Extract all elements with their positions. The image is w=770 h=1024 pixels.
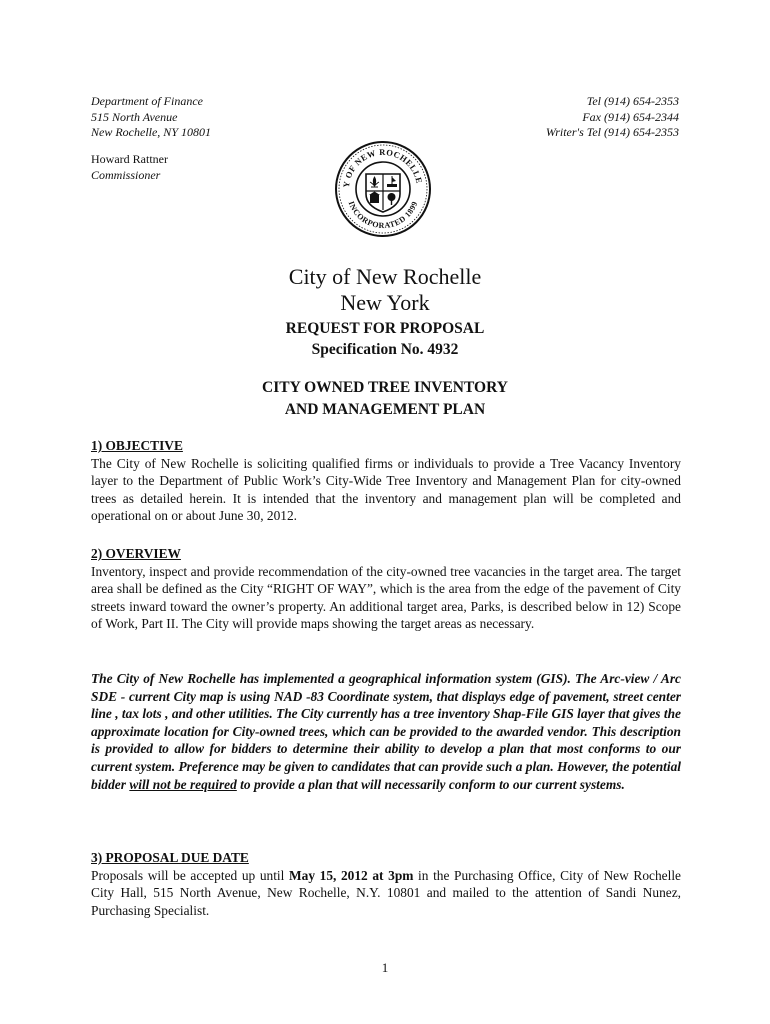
project-title-line2: AND MANAGEMENT PLAN <box>284 401 486 418</box>
due-date-text-before: Proposals will be accepted up until <box>91 867 289 883</box>
objective-heading: 1) OBJECTIVE <box>91 438 183 453</box>
writer-telephone: Writer's Tel (914) 654-2353 <box>545 125 679 139</box>
due-date-body <box>91 867 681 920</box>
gis-underlined-text: will not be required <box>129 776 237 792</box>
due-date-heading: 3) PROPOSAL DUE DATE <box>91 850 249 865</box>
gis-paragraph <box>91 670 681 793</box>
due-date-bold: May 15, 2012 at 3pm <box>288 867 414 883</box>
fax: Fax (914) 654-2344 <box>582 109 679 124</box>
department-name: Department of Finance <box>91 94 203 108</box>
gis-text-before: The City of New Rochelle has implemented a geographical information system (GIS). The Arc-view / Arc SDE - current City map is using NAD -83 Coordinate system, that displays edge of pavement, street center line , tax lots , and other utilities. The City currently has a tree inventory Shap-File GIS layer that gives the approximate location for City-owned trees, which can be provided to the awarded vendor. This description is provided to allow for bidders to determine their ability to develop a plan that most conforms to our current system. Preference may be given to candidates that can provide such a plan. However, the potential bidder <box>91 671 681 792</box>
page-number: 1 <box>381 960 389 975</box>
document-title-state: New York <box>340 290 430 315</box>
commissioner-name: Howard Rattner <box>91 152 168 166</box>
rfp-heading: REQUEST FOR PROPOSAL <box>285 320 485 337</box>
project-title-line1: CITY OWNED TREE INVENTORY <box>262 379 508 396</box>
due-date-text-after: in the Purchasing Office, City of New Rochelle City Hall, 515 North Avenue, New Rochelle, N.Y. 10801 and mailed to the attention of Sandi Nunez, Purchasing Specialist. <box>91 867 681 918</box>
street-address: 515 North Avenue <box>91 109 178 124</box>
seal-bottom-text: INCORPORATED 1899 <box>346 200 420 231</box>
seal-graphic <box>334 140 432 238</box>
specification-number: Specification No. 4932 <box>311 341 459 358</box>
commissioner-block <box>91 152 168 183</box>
city-state-zip: New Rochelle, NY 10801 <box>91 125 211 139</box>
department-address <box>91 94 351 141</box>
commissioner-title: Commissioner <box>91 167 161 182</box>
city-seal-icon <box>334 140 432 238</box>
objective-section <box>91 437 681 525</box>
overview-body: Inventory, inspect and provide recommendation of the city-owned tree vacancies in the target area. The target area shall be defined as the City “RIGHT OF WAY”, which is the area from the edge of the pavement of City streets inward toward the owner’s property. An additional target area, Parks, is described below in 12) Scope of Work, Part II. The City will provide maps showing the target areas as necessary. <box>91 563 681 632</box>
overview-section <box>91 545 681 633</box>
document-title-city: City of New Rochelle <box>288 264 482 289</box>
telephone: Tel (914) 654-2353 <box>586 94 679 108</box>
gis-text-after: to provide a plan that will necessarily conform to our current systems. <box>236 776 625 792</box>
contact-numbers <box>419 94 679 141</box>
due-date-section <box>91 849 681 919</box>
objective-body: The City of New Rochelle is soliciting qualified firms or individuals to provide a Tree Vacancy Inventory layer to the Department of Public Work’s City-Wide Tree Inventory and Management Plan for city-owned trees as detailed herein. It is intended that the inventory and management plan will be completed and operational on or about June 30, 2012. <box>91 455 681 524</box>
overview-heading: 2) OVERVIEW <box>91 546 181 561</box>
seal-top-text: Y OF NEW ROCHELLE <box>340 146 425 189</box>
